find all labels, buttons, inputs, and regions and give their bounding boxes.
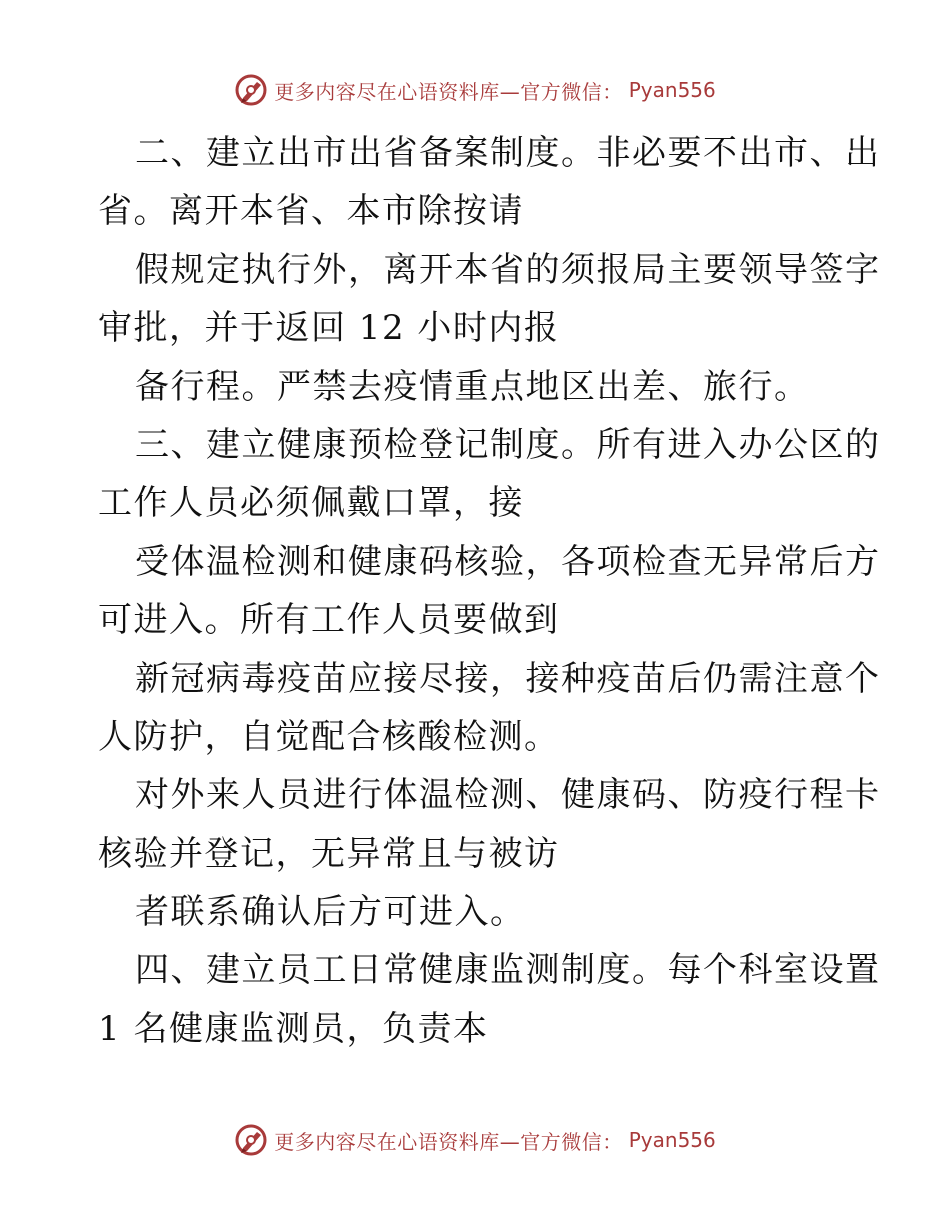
body-text-line: 核验并登记，无异常且与被访 xyxy=(98,833,560,874)
body-text-line: 省。离开本省、本市除按请 xyxy=(98,191,524,232)
body-text-line: 人防护，自觉配合核酸检测。 xyxy=(98,716,560,757)
body-text-line: 对外来人员进行体温检测、健康码、防疫行程卡 xyxy=(135,775,881,816)
body-text-line: 受体温检测和健康码核验，各项检查无异常后方 xyxy=(135,541,881,582)
body-text-line: 工作人员必须佩戴口罩，接 xyxy=(98,483,524,524)
watermark-handle: Pyan556 xyxy=(628,1128,716,1152)
watermark-text: 更多内容尽在心语资料库—官方微信： xyxy=(274,79,623,104)
watermark-handle: Pyan556 xyxy=(628,78,716,102)
body-text-line: 1 名健康监测员，负责本 xyxy=(98,1008,489,1049)
header-watermark xyxy=(0,70,950,110)
body-text-line: 假规定执行外，离开本省的须报局主要领导签字 xyxy=(135,249,881,290)
pen-logo-icon xyxy=(234,1123,268,1157)
body-text-line: 四、建立员工日常健康监测制度。每个科室设置 xyxy=(135,950,881,991)
body-text-line: 二、建立出市出省备案制度。非必要不出市、出 xyxy=(135,133,881,173)
watermark-text: 更多内容尽在心语资料库—官方微信： xyxy=(274,1129,623,1154)
body-text-line: 者联系确认后方可进入。 xyxy=(135,892,526,933)
body-text-line: 可进入。所有工作人员要做到 xyxy=(98,600,560,641)
body-text-line: 新冠病毒疫苗应接尽接，接种疫苗后仍需注意个 xyxy=(135,658,881,699)
document-body xyxy=(98,124,881,1058)
pen-logo-icon xyxy=(234,73,268,107)
body-text-line: 三、建立健康预检登记制度。所有进入办公区的 xyxy=(135,424,881,465)
body-text-line: 备行程。严禁去疫情重点地区出差、旅行。 xyxy=(135,366,810,407)
footer-watermark xyxy=(0,1120,950,1160)
body-text-line: 审批，并于返回 12 小时内报 xyxy=(98,308,560,349)
